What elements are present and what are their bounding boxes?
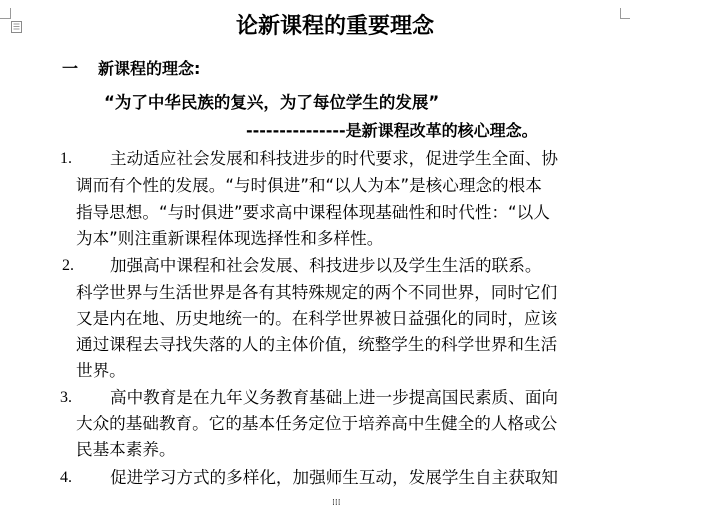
core-slogan: “为了中华民族的复兴，为了每位学生的发展”: [104, 93, 440, 112]
item-number: 3.: [60, 389, 72, 406]
document-title: 论新课程的重要理念: [235, 14, 434, 39]
paragraph-line: 为本”则注重新课程体现选择性和多样性。: [76, 229, 384, 248]
paragraph-line: 又是内在地、历史地统一的。在科学世界被日益强化的同时，应该: [76, 309, 558, 328]
paragraph-line: 科学世界与生活世界是各有其特殊规定的两个不同世界，同时它们: [76, 283, 558, 302]
section-heading-text: 新课程的理念:: [98, 59, 201, 78]
paragraph-line: 指导思想。“与时俱进”要求高中课程体现基础性和时代性：“以人: [76, 203, 550, 222]
section-number: 一: [62, 59, 79, 78]
paragraph-line: 促进学习方式的多样化，加强师生互动，发展学生自主获取知: [110, 468, 559, 487]
core-slogan-subline: ---------------是新课程改革的核心理念。: [246, 121, 538, 140]
paragraph-line: 主动适应社会发展和科技进步的时代要求，促进学生全面、协: [110, 149, 559, 168]
section-heading: [62, 58, 200, 80]
item-number: 1.: [60, 150, 72, 167]
paragraph-line: 通过课程去寻找失落的人的主体价值，统整学生的科学世界和生活: [76, 335, 558, 354]
paragraph-line: 调而有个性的发展。“与时俱进”和“以人为本”是核心理念的根本: [76, 176, 542, 195]
item-number: 4.: [60, 469, 72, 486]
item-number: 2.: [62, 257, 74, 274]
paragraph-line: 加强高中课程和社会发展、科技进步以及学生生活的联系。: [110, 256, 542, 275]
paragraph-line: 高中教育是在九年义务教育基础上进一步提高国民素质、面向: [110, 388, 559, 407]
page-break-mark: ⁞⁞⁞: [332, 498, 341, 506]
paragraph-line: 大众的基础教育。它的基本任务定位于培养高中生健全的人格或公: [76, 414, 558, 433]
paragraph-line: 世界。: [76, 361, 126, 380]
paragraph-line: 民基本素养。: [76, 440, 176, 459]
